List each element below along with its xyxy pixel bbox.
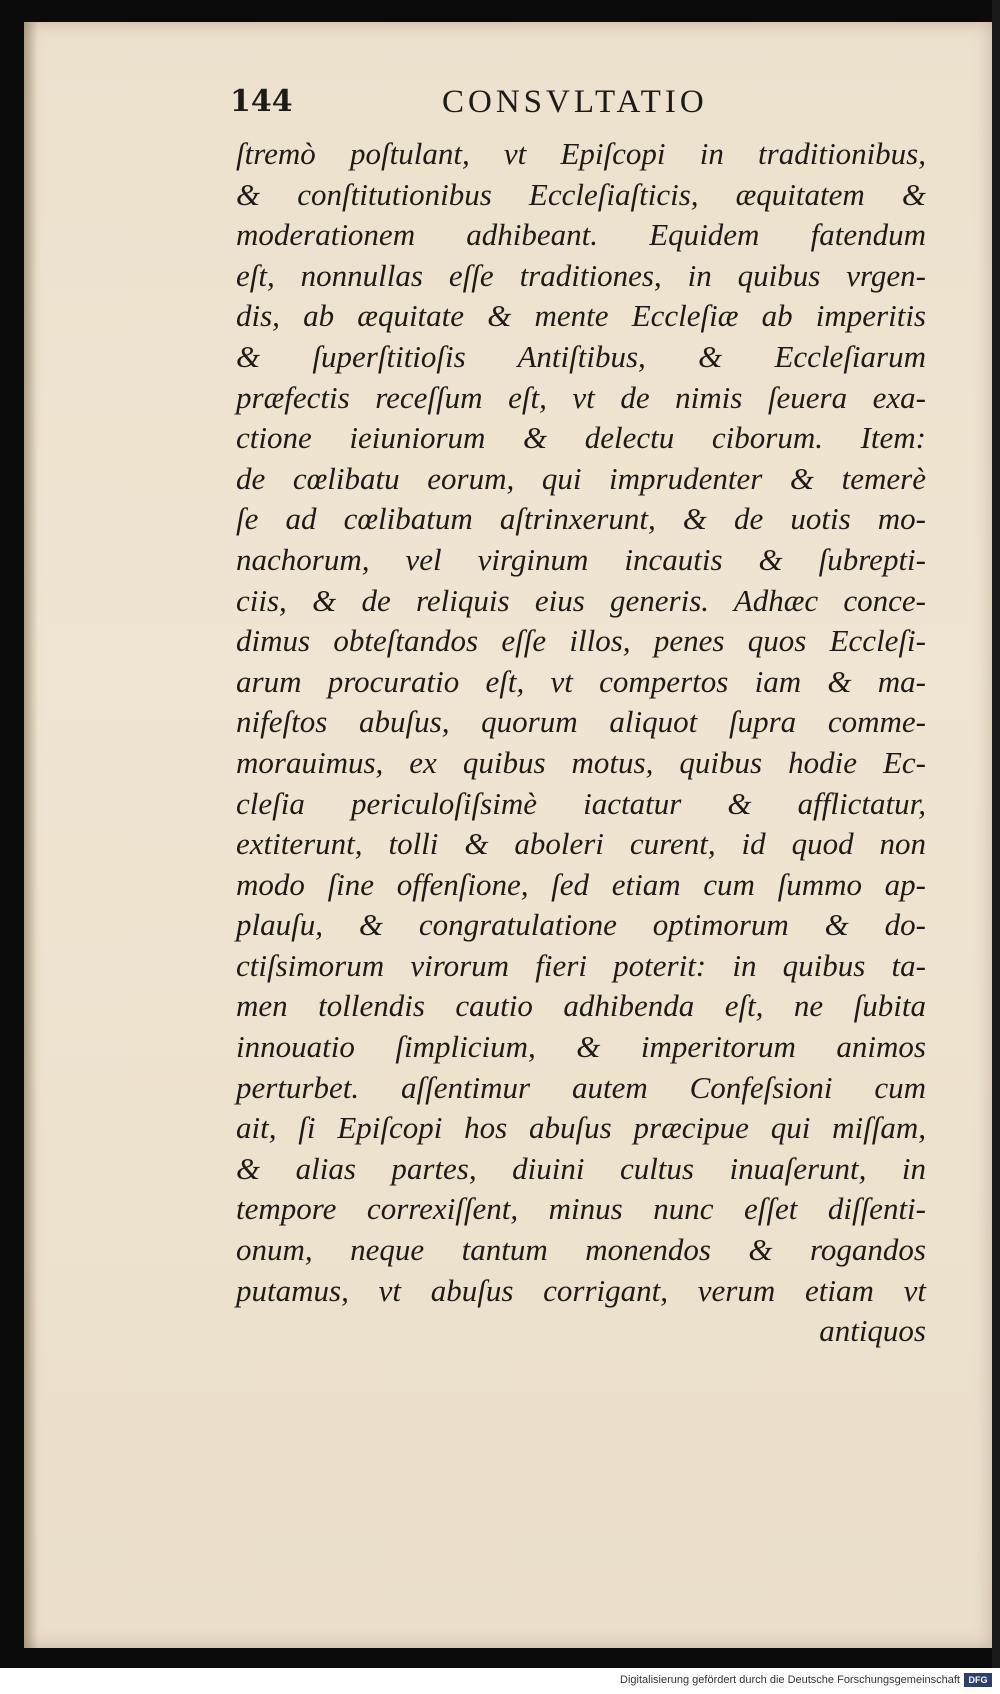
text-line: nachorum, vel virginum incautis & ſubrepti- — [236, 541, 926, 577]
text-line: cleſia periculoſiſsimè iactatur & afflictatur, — [236, 785, 926, 821]
body-text — [236, 134, 926, 1352]
text-line: tempore correxiſſent, minus nunc eſſet diſſenti- — [236, 1191, 926, 1227]
text-line: & conſtitutionibus Eccleſiaſticis, æquitatem & — [236, 176, 926, 212]
text-line: ctione ieiuniorum & delectu ciborum. Item: — [236, 420, 926, 456]
page-header — [24, 82, 992, 122]
text-line: ctiſsimorum virorum fieri poterit: in quibus ta- — [236, 947, 926, 983]
text-line: men tollendis cautio adhibenda eſt, ne ſubita — [236, 988, 926, 1024]
text-line: præfectis receſſum eſt, vt de nimis ſeuera exa- — [236, 379, 926, 415]
text-line: ciis, & de reliquis eius generis. Adhæc conce- — [236, 582, 926, 618]
text-line: morauimus, ex quibus motus, quibus hodie Ec- — [236, 744, 926, 780]
funding-credit: Digitalisierung gefördert durch die Deutsche Forschungsgemeinschaft — [620, 1674, 960, 1686]
text-line: dimus obteſtandos eſſe illos, penes quos Eccleſi- — [236, 623, 926, 659]
text-line: de cœlibatu eorum, qui imprudenter & temerè — [236, 460, 926, 496]
text-line: ſe ad cœlibatum aſtrinxerunt, & de uotis mo- — [236, 501, 926, 537]
running-head: CONSVLTATIO — [442, 84, 708, 120]
catchword: antiquos — [819, 1313, 926, 1349]
book-page — [24, 22, 992, 1648]
text-line: eſt, nonnullas eſſe traditiones, in quibus vrgen- — [236, 257, 926, 293]
text-line: plauſu, & congratulatione optimorum & do- — [236, 907, 926, 943]
text-line: extiterunt, tolli & aboleri curent, id quod non — [236, 826, 926, 862]
text-line: onum, neque tantum monendos & rogandos — [236, 1232, 926, 1268]
text-line: moderationem adhibeant. Equidem fatendum — [236, 217, 926, 253]
text-line: perturbet. aſſentimur autem Confeſsioni cum — [236, 1069, 926, 1105]
text-line: ait, ſi Epiſcopi hos abuſus præcipue qui miſſam, — [236, 1110, 926, 1146]
text-line: modo ſine offenſione, ſed etiam cum ſummo ap- — [236, 866, 926, 902]
digitization-footer — [0, 1668, 1000, 1694]
text-line: & alias partes, diuini cultus inuaſerunt, in — [236, 1150, 926, 1186]
text-line: arum procuratio eſt, vt compertos iam & ma- — [236, 663, 926, 699]
dfg-logo: DFG — [964, 1673, 992, 1687]
text-line: innouatio ſimplicium, & imperitorum animos — [236, 1029, 926, 1065]
text-line: putamus, vt abuſus corrigant, verum etiam vt — [236, 1272, 926, 1308]
text-line: ſtremò poſtulant, vt Epiſcopi in traditionibus, — [236, 136, 926, 171]
text-line: & ſuperſtitioſis Antiſtibus, & Eccleſiarum — [236, 338, 926, 374]
text-line: dis, ab æquitate & mente Eccleſiæ ab imperitis — [236, 298, 926, 334]
text-line: nifeſtos abuſus, quorum aliquot ſupra comme- — [236, 704, 926, 740]
page-number: 144 — [230, 84, 293, 119]
page-edge — [992, 0, 1000, 1668]
